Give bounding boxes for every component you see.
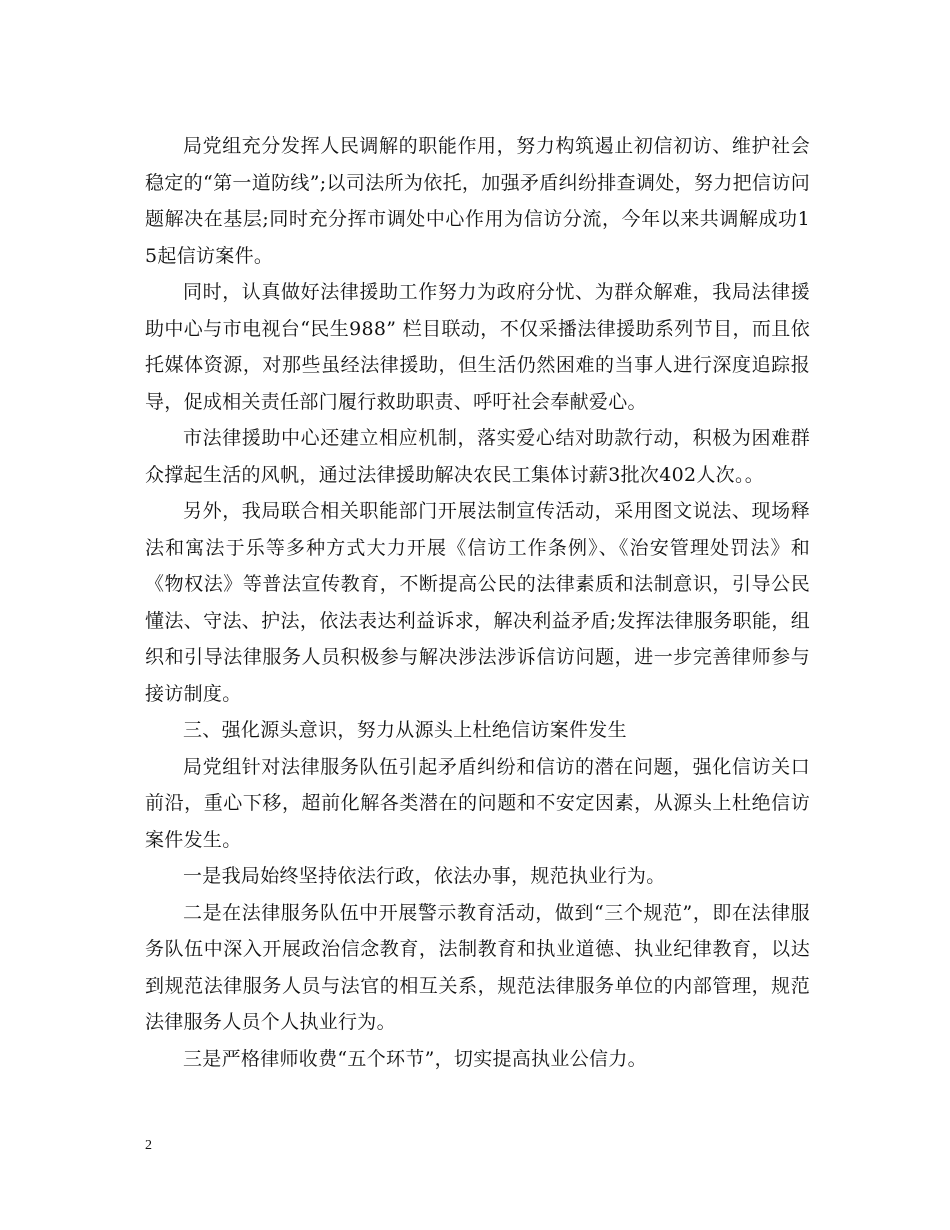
paragraph-people-mediation: 局党组充分发挥人民调解的职能作用，努力构筑遏止初信初访、维护社会稳定的“第一道防线”;以司法所为依托，加强矛盾纠纷排查调处，努力把信访问题解决在基层;同时充分挥市调处中心作用为信访分流，今年以来共调解成功15起信访案件。 [145, 135, 810, 267]
paragraph-legal-aid: 同时，认真做好法律援助工作努力为政府分忧、为群众解难，我局法律援助中心与市电视台“民生988” 栏目联动，不仅采播法律援助系列节目，而且依托媒体资源，对那些虽经法律援助，但生活仍然困难的当事人进行深度追踪报导，促成相关责任部门履行救助职责、呼吁社会奉献爱心。 [145, 281, 810, 413]
paragraph-party-group: 局党组针对法律服务队伍引起矛盾纠纷和信访的潜在问题，强化信访关口前沿，重心下移，超前化解各类潜在的问题和不安定因素，从源头上杜绝信访案件发生。 [145, 755, 810, 851]
document-body [145, 128, 810, 1077]
paragraph-point-two: 二是在法律服务队伍中开展警示教育活动，做到“三个规范”，即在法律服务队伍中深入开展政治信念教育，法制教育和执业道德、执业纪律教育，以达到规范法律服务人员与法官的相互关系，规范法律服务单位的内部管理，规范法律服务人员个人执业行为。 [145, 901, 810, 1033]
page-number: 2 [145, 1138, 152, 1153]
paragraph-point-three: 三是严格律师收费“五个环节”，切实提高执业公信力。 [183, 1047, 647, 1070]
section-heading-source-awareness: 三、强化源头意识，努力从源头上杜绝信访案件发生 [183, 719, 627, 741]
paragraph-legal-publicity: 另外，我局联合相关职能部门开展法制宣传活动，采用图文说法、现场释法和寓法于乐等多种方式大力开展《信访工作条例》、《治安管理处罚法》和《物权法》等普法宣传教育，不断提高公民的法律素质和法制意识，引导公民懂法、守法、护法，依法表达利益诉求，解决利益矛盾;发挥法律服务职能，组织和引导法律服务人员积极参与解决涉法涉诉信访问题，进一步完善律师参与接访制度。 [145, 500, 810, 705]
paragraph-legal-aid-center: 市法律援助中心还建立相应机制，落实爱心结对助款行动，积极为困难群众撑起生活的风帆，通过法律援助解决农民工集体讨薪3批次402人次。。 [145, 427, 810, 486]
paragraph-point-one: 一是我局始终坚持依法行政，依法办事，规范执业行为。 [183, 865, 666, 887]
